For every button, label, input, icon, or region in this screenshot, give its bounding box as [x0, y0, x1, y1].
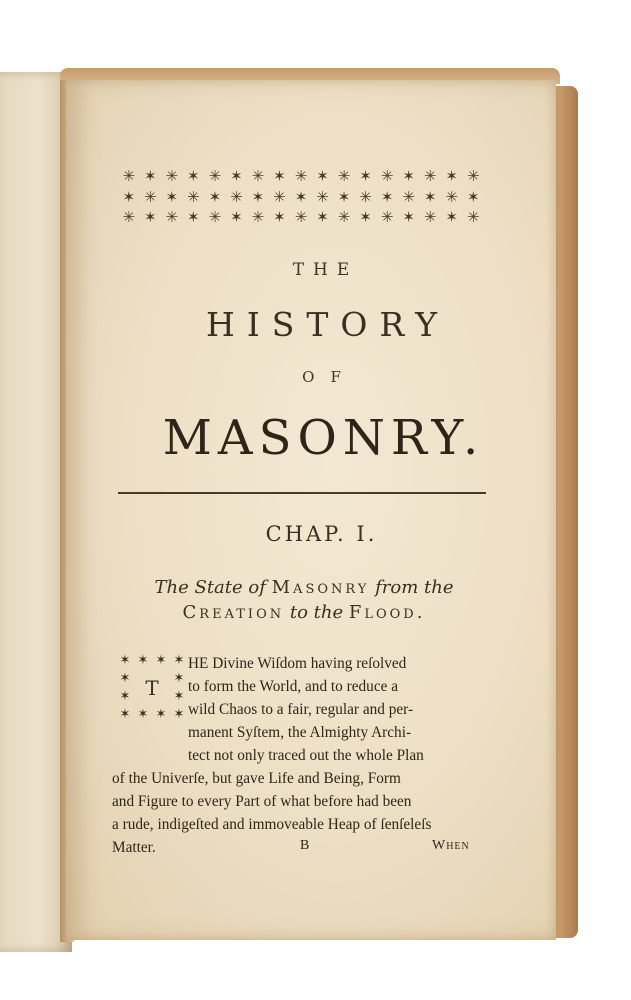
- fleuron-icon: ✳: [445, 187, 458, 206]
- fleuron-icon: ✶: [251, 187, 265, 206]
- fleuron-icon: ✳: [187, 187, 200, 206]
- fleuron-icon: ✶: [165, 187, 179, 206]
- fleuron-icon: ✶: [316, 208, 329, 227]
- fleuron-icon: ✶: [143, 167, 157, 185]
- body-line: Matter.: [112, 839, 156, 856]
- fleuron-icon: ✳: [316, 187, 329, 206]
- fleuron-icon: ✳: [423, 167, 437, 185]
- fleuron-icon: ✳: [294, 167, 308, 185]
- body-line: HE Divine Wiſdom having reſolved: [188, 655, 407, 672]
- fleuron-icon: ✶: [316, 167, 329, 185]
- fleuron-icon: ✶: [466, 187, 480, 206]
- fleuron-icon: ✳: [380, 167, 394, 185]
- body-line: manent Syſtem, the Almighty Archi-: [188, 724, 412, 741]
- body-line: to form the World, and to reduce a: [188, 678, 399, 695]
- fleuron-icon: ✳: [294, 208, 308, 227]
- fleuron-icon: ✶: [273, 167, 286, 185]
- fleuron-icon: ✳: [337, 167, 351, 185]
- body-line: wild Chaos to a fair, regular and per-: [188, 701, 414, 718]
- fleuron-icon: ✳: [165, 208, 179, 227]
- title-line-the: THE: [292, 260, 359, 280]
- fleuron-icon: ✳: [423, 208, 437, 227]
- title-divider-rule: [118, 492, 486, 494]
- fleuron-icon: ✳: [165, 167, 179, 185]
- drop-cap-fleuron-icon: ✶: [173, 707, 185, 722]
- subtitle-part: from the: [375, 577, 454, 598]
- title-line-masonry: MASONRY.: [162, 410, 485, 466]
- subtitle-part: Masonry: [271, 577, 370, 598]
- subtitle-part: The State of: [154, 577, 266, 598]
- drop-cap-fleuron-icon: ✶: [137, 653, 149, 668]
- fleuron-icon: ✳: [380, 208, 394, 227]
- body-line: and Figure to every Part of what before had been: [112, 793, 412, 810]
- drop-cap-fleuron-icon: ✶: [155, 653, 167, 668]
- fleuron-icon: ✳: [251, 208, 265, 227]
- body-line: a rude, indigeſted and immoveable Heap of ſenſeleſs: [112, 816, 432, 833]
- fleuron-icon: ✶: [208, 187, 222, 206]
- fleuron-icon: ✳: [466, 208, 480, 227]
- drop-cap-fleuron-icon: ✶: [137, 707, 149, 722]
- fleuron-icon: ✳: [208, 167, 222, 185]
- fleuron-icon: ✶: [230, 208, 243, 227]
- body-line: of the Univerſe, but gave Life and Being, Form: [112, 770, 401, 787]
- fleuron-icon: ✶: [423, 187, 437, 206]
- fleuron-icon: ✶: [402, 167, 415, 185]
- fleuron-icon: ✳: [143, 187, 157, 206]
- subtitle-part: Flood.: [348, 602, 426, 623]
- drop-cap-fleuron-icon: ✶: [119, 689, 131, 704]
- drop-cap-fleuron-icon: ✶: [119, 707, 131, 722]
- subtitle-part: Creation: [182, 602, 285, 623]
- body-line: tect not only traced out the whole Plan: [188, 747, 424, 764]
- printers-ornament-band: [118, 166, 484, 228]
- fleuron-icon: ✶: [445, 208, 458, 227]
- fleuron-icon: ✶: [445, 167, 458, 185]
- fleuron-icon: ✳: [466, 167, 480, 185]
- fleuron-icon: ✳: [251, 167, 265, 185]
- fleuron-icon: ✳: [122, 167, 136, 185]
- body-paragraph: [112, 652, 492, 859]
- fleuron-icon: ✶: [359, 167, 372, 185]
- drop-cap-fleuron-icon: ✶: [119, 671, 131, 686]
- signature-mark: B: [300, 838, 310, 853]
- chapter-heading: CHAP. I.: [265, 522, 378, 546]
- fleuron-icon: ✶: [230, 167, 243, 185]
- title-line-history: HISTORY: [205, 305, 450, 344]
- fleuron-icon: ✳: [273, 187, 286, 206]
- drop-cap-letter: T: [145, 676, 159, 700]
- drop-cap-fleuron-icon: ✶: [173, 689, 185, 704]
- fleuron-icon: ✳: [208, 208, 222, 227]
- fleuron-icon: ✶: [337, 187, 351, 206]
- fleuron-icon: ✳: [122, 208, 136, 227]
- fleuron-icon: ✳: [402, 187, 415, 206]
- title-line-of: OF: [302, 368, 357, 386]
- subtitle-part: to the: [289, 602, 344, 623]
- fleuron-icon: ✳: [359, 187, 372, 206]
- drop-cap-fleuron-icon: ✶: [155, 707, 167, 722]
- fleuron-icon: ✶: [143, 208, 157, 227]
- fleuron-icon: ✶: [359, 208, 372, 227]
- fleuron-icon: ✶: [294, 187, 308, 206]
- fleuron-icon: ✶: [187, 167, 200, 185]
- fleuron-icon: ✳: [230, 187, 243, 206]
- fleuron-icon: ✶: [380, 187, 394, 206]
- chapter-subtitle: [118, 575, 490, 625]
- fleuron-icon: ✳: [337, 208, 351, 227]
- fleuron-icon: ✶: [273, 208, 286, 227]
- fleuron-icon: ✶: [187, 208, 200, 227]
- catchword: When: [432, 838, 470, 853]
- fleuron-icon: ✶: [122, 187, 136, 206]
- drop-cap-fleuron-icon: ✶: [173, 653, 185, 668]
- fleuron-icon: ✶: [402, 208, 415, 227]
- drop-cap-fleuron-icon: ✶: [173, 671, 185, 686]
- drop-cap-fleuron-icon: ✶: [119, 653, 131, 668]
